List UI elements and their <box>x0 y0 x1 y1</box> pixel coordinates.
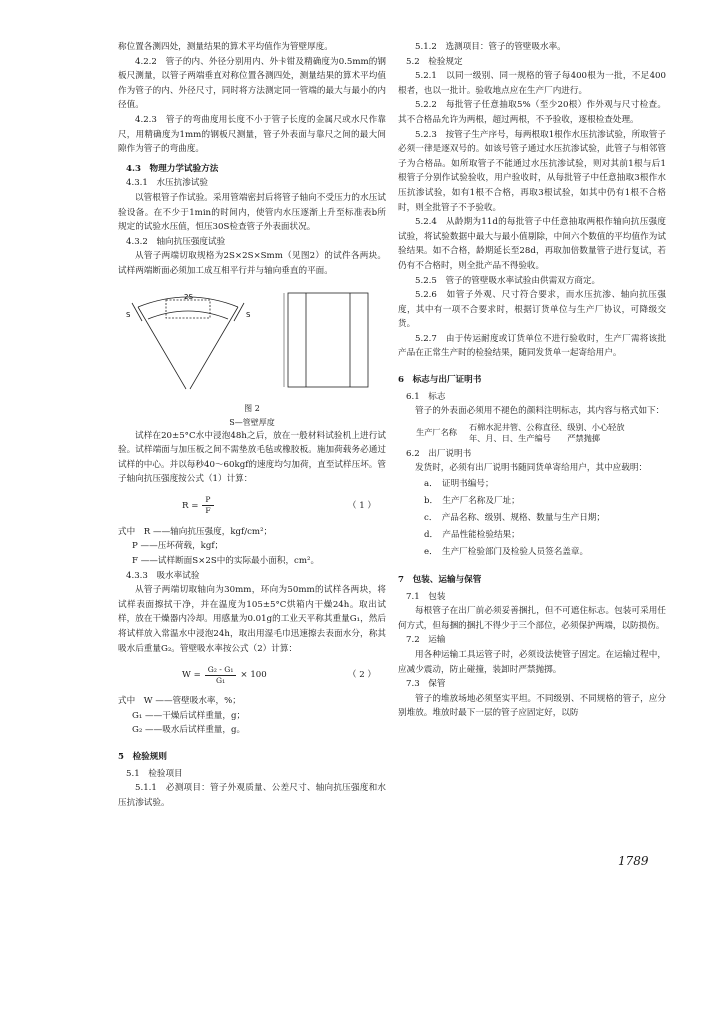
figure-2-caption: S—管壁厚度 <box>229 417 275 427</box>
marking-brace <box>469 422 625 444</box>
formula-2-numerator: G₂ - G₁ <box>205 665 237 676</box>
clause-4-3-3-body: 从管子两端切取轴向为30mm，环向为50mm的试样各两块，将试样表面擦拭干净，并在温度为105±5°C烘箱内干燥24h。取出试样，放在干燥器内冷却。用感量为0.01g的工业天平称其重量G₁，然后将试样放入常温水中浸泡24h，取出用湿毛巾迅速擦去表面水分，称其吸水后重量G₂。管壁吸水率按公式（2）计算： <box>118 585 386 654</box>
figure-2-number: 图 2 <box>244 403 260 413</box>
list-item: d． 产品性能检验结果； <box>424 530 520 541</box>
list-item: e． 生产厂检验部门及检验人员签名盖章。 <box>424 547 589 558</box>
formula-1-number: （ 1 ） <box>347 500 376 511</box>
right-column <box>398 40 666 721</box>
list-item: c． 产品名称、级别、规格、数量与生产日期； <box>424 513 605 524</box>
formula-2-lhs: W = <box>182 669 201 680</box>
heading-4-3-1: 4.3.1 水压抗渗试验 <box>126 178 209 189</box>
formula-2-where <box>118 694 386 738</box>
clause-5-2-3: 5.2.3 按管子生产序号，每两根取1根作水压抗渗试验，所取管子必须一律是逐双号的。如该号管子通过水压抗渗试验，此管子与相邻管子为合格品。如所取管子不能通过水压抗渗试验，则对其前1根与后1根管子分别作试验验收，用户验收时，从每批管子中任意抽取3根作水压抗渗试验，如有1根不合格，再取3根试验，如其中仍有1根不合格时，则全批管子不予验收。 <box>398 129 666 213</box>
heading-7-3: 7.3 保管 <box>406 679 446 690</box>
heading-4-3-3: 4.3.3 吸水率试验 <box>126 570 200 581</box>
clause-5-2-6: 5.2.6 如管子外观、尺寸符合要求，而水压抗渗、轴向抗压强度，其中有一项不合要求时，根据订货单位与生产厂协议，可降级交货。 <box>398 290 666 330</box>
where-line: 式中 W ——管壁吸水率，%； <box>118 696 241 707</box>
formula-1-where <box>118 525 386 569</box>
clause-5-2-1: 5.2.1 以同一级别、同一规格的管子每400根为一批，不足400根者，也以一批计。验收地点应在生产厂内进行。 <box>398 71 666 96</box>
clause-4-3-1-body: 以管根管子作试验。采用管端密封后将管子轴向不受压力的水压试验设备。在不少于1min的时间内，使管内水压逐渐上升至标准表b所规定的试验水压值，恒压30S检查管子外表面状况。 <box>118 192 386 233</box>
formula-2-number: （ 2 ） <box>347 669 376 680</box>
clause-5-2-4: 5.2.4 从龄期为11d的每批管子中任意抽取两根作轴向抗压强度试验，将试验数据中最大与最小值剔除，中间六个数值的平均值作为试验结果。如不合格，龄期延长至28d，再取加倍数量管子进行复试，若仍有不合格时，则全批产品不得验收。 <box>398 217 666 271</box>
marking-top: 石棉水泥井管、公称直径、级别、小心轻放 <box>468 421 625 432</box>
formula-1 <box>118 491 386 521</box>
certificate-items <box>398 476 666 561</box>
heading-6-1: 6.1 标志 <box>406 391 446 402</box>
fig-label-s-right: S <box>246 310 251 319</box>
heading-7-1: 7.1 包装 <box>406 591 446 602</box>
heading-5-1: 5.1 检验项目 <box>126 768 183 779</box>
fig-label-s-left: S <box>126 310 131 319</box>
clause-4-2-3: 4.2.3 管子的弯曲度用长度不小于管子长度的金属尺或水尺作靠尺，用精确度为1mm的钢板尺测量，管子外表面与靠尺之间的最大间隙作为管子的弯曲度。 <box>118 114 386 155</box>
clause-7-2-body: 用各种运输工具运管子时，必须设法使管子固定。在运输过程中，应减少震动，防止碰撞，装卸时严禁抛掷。 <box>398 650 666 675</box>
specimen-diagram <box>118 285 386 401</box>
formula-1-lhs: R = <box>182 500 199 511</box>
list-item: b． 生产厂名称及厂址； <box>424 496 520 507</box>
heading-7-2: 7.2 运输 <box>406 635 446 646</box>
where-line: G₂ ——吸水后试样重量，g。 <box>132 725 246 736</box>
clause-4-3-2-body: 从管子两端切取规格为2S×2S×Smm（见图2）的试件各两块。试样两端断面必须加工成互相平行并与轴向垂直的平面。 <box>118 251 386 276</box>
page-number: 1789 <box>618 854 649 868</box>
heading-6-2: 6.2 出厂说明书 <box>406 448 472 459</box>
heading-4-3: 4.3 物理力学试验方法 <box>126 163 219 174</box>
where-line: P ——压坏荷载，kgf； <box>132 541 224 552</box>
heading-5-2: 5.2 检验规定 <box>406 56 463 67</box>
clause-7-3-body: 管子的堆放场地必须坚实平坦。不同级别、不同规格的管子，应分别堆放。堆放时最下一层的管子应固定好，以防 <box>398 693 666 719</box>
formula-1-numerator: P <box>202 495 213 506</box>
left-radius <box>138 307 186 389</box>
clause-5-2-5: 5.2.5 管子的管壁吸水率试验由供需双方商定。 <box>415 275 601 286</box>
where-list <box>132 709 386 738</box>
clause-5-1-2: 5.1.2 选测项目：管子的管壁吸水率。 <box>415 42 566 52</box>
paragraph: 称位置各测四处，测量结果的算术平均值作为管壁厚度。 <box>118 42 333 52</box>
specimen-outline <box>166 300 210 318</box>
where-line: 式中 R ——轴向抗压强度，kgf/cm²； <box>118 526 273 537</box>
heading-7: 7 包装、运输与保管 <box>398 575 482 586</box>
marking-bottom: 年、月、日、生产编号 严禁抛掷 <box>468 432 600 443</box>
clause-4-3-2-procedure: 试样在20±5°C水中浸泡48h之后，放在一般材料试验机上进行试验。试样端面与加压板之间不需垫放毛毡或橡胶板。施加荷载务必通过试样的中心。并以每秒40～60kgf的速度均匀加荷，直至试样压坏。管子轴向抗压强度按公式（1）计算： <box>118 430 386 485</box>
list-item: a． 证明书编号； <box>424 479 494 490</box>
where-line: F ——试样断面S×2S中的实际最小面积，cm²。 <box>132 556 320 567</box>
specimen-front-view <box>288 293 368 387</box>
formula-1-denominator: F <box>205 506 211 516</box>
formula-2-fraction <box>205 665 237 686</box>
formula-2-multiplier: × 100 <box>240 669 267 680</box>
where-line: G₁ ——干燥后试样重量，g； <box>132 710 246 721</box>
clause-6-2-body: 发货时，必须有出厂说明书随同货单寄给用户，其中应载明： <box>415 463 648 474</box>
fig-label-2s: 2S <box>184 292 193 301</box>
clause-4-2-2: 4.2.2 管子的内、外径分别用内、外卡钳及精确度为0.5mm的钢板尺测量，以管子两端垂直对称位置各测四处，测量结果的算术平均值作为管子的内、外径尺寸，同时将方法测定同一管端的最大与最小的内径值。 <box>118 56 386 111</box>
clause-5-2-7: 5.2.7 由于传运耐度或订货单位不进行验收时，生产厂需将该批产品在正常生产时的检验结果，随同发货单一起寄给用户。 <box>398 333 666 359</box>
formula-2-denominator: G₁ <box>216 675 226 685</box>
heading-5: 5 检验规则 <box>118 752 167 762</box>
figure-2 <box>118 285 386 401</box>
where-list <box>132 539 386 568</box>
heading-4-3-2: 4.3.2 轴向抗压强度试验 <box>126 236 226 247</box>
right-radius <box>190 307 238 389</box>
formula-2 <box>118 660 386 690</box>
clause-5-2-2: 5.2.2 每批管子任意抽取5%（至少20根）作外观与尺寸检查。其不合格品允许为两根，超过两根，不予验收，逐根检查处理。 <box>398 100 666 125</box>
heading-6: 6 标志与出厂证明书 <box>398 375 482 386</box>
clause-7-1-body: 每根管子在出厂前必须妥善捆扎，但不可遮住标志。包装可采用任何方式，但每捆的捆扎不得少于三个部位，必须保护两端，以防损伤。 <box>398 606 666 631</box>
left-column <box>118 40 386 810</box>
formula-1-fraction <box>202 495 213 516</box>
clause-6-1-body: 管子的外表面必须用不褪色的颜料注明标志，其内容与格式如下： <box>415 406 665 417</box>
marking-format <box>416 422 666 444</box>
marking-left: 生产厂名称 <box>416 427 457 438</box>
clause-5-1-1: 5.1.1 必测项目：管子外观质量、公差尺寸、轴向抗压强度和水压抗渗试验。 <box>118 783 386 808</box>
